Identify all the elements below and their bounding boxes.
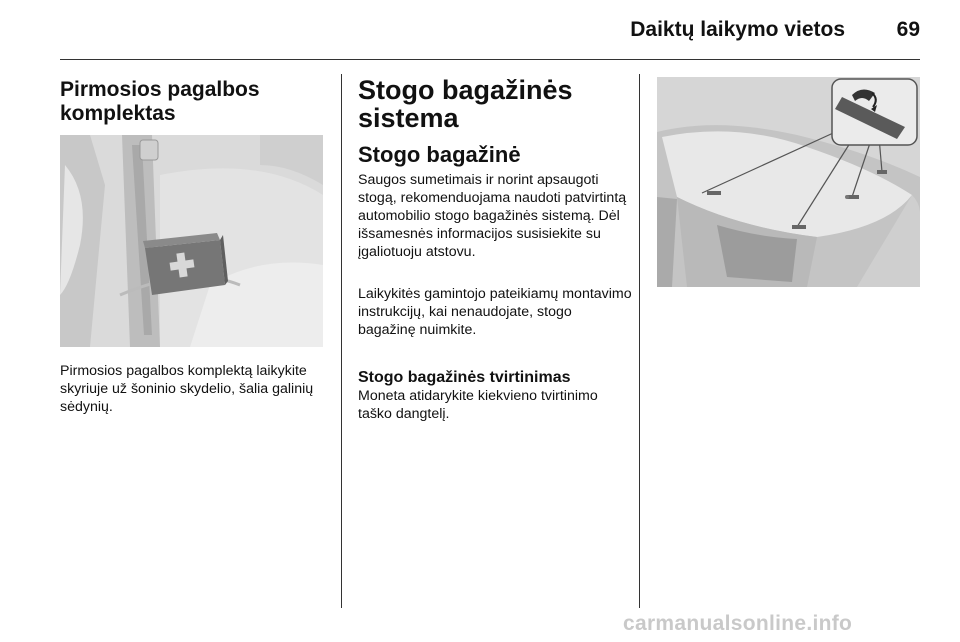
page-number: 69 bbox=[896, 18, 920, 41]
mounting-point bbox=[792, 225, 806, 229]
roof-rack-paragraph-1: Saugos sumetimais ir norint apsaugoti stogą, rekomenduojama naudoti patvirtintą automobilio stogo bagažinės sistemą. Dėl išsamesnės informacijos susisiekite su įgaliotuoju atstovu. bbox=[358, 172, 627, 260]
roof-rack-paragraph-2: Laikykitės gamintojo pateikiamų montavimo instrukcijų, kai nenaudojate, stogo bagažinę nuimkite. bbox=[358, 286, 632, 338]
belt-buckle bbox=[140, 140, 158, 160]
roof-rack-system-heading: Stogo bagažinės sistema bbox=[358, 75, 573, 133]
mounting-cover-detail bbox=[832, 79, 917, 145]
header-rule bbox=[60, 59, 920, 60]
column-divider-left bbox=[341, 74, 342, 608]
first-aid-kit-box bbox=[143, 233, 228, 295]
first-aid-kit-illustration bbox=[60, 135, 323, 347]
column-divider-right bbox=[639, 74, 640, 608]
mounting-point bbox=[707, 191, 721, 195]
watermark: carmanualsonline.info bbox=[623, 612, 853, 635]
roof-antenna bbox=[845, 195, 849, 199]
mounting-point bbox=[877, 170, 887, 174]
first-aid-kit-caption: Pirmosios pagalbos komplektą laikykite skyriuje už šoninio skydelio, šalia galinių sėdynių. bbox=[60, 363, 314, 415]
roof-rack-paragraph-3: Moneta atidarykite kiekvieno tvirtinimo taško dangtelį. bbox=[358, 388, 598, 422]
roof-rack-illustration bbox=[657, 77, 920, 287]
roof-rack-mounting-heading: Stogo bagažinės tvirtinimas bbox=[358, 369, 571, 386]
first-aid-kit-heading: Pirmosios pagalbos komplektas bbox=[60, 78, 260, 125]
roof-rack-subheading: Stogo bagažinė bbox=[358, 142, 521, 167]
running-header-title: Daiktų laikymo vietos bbox=[630, 18, 845, 41]
